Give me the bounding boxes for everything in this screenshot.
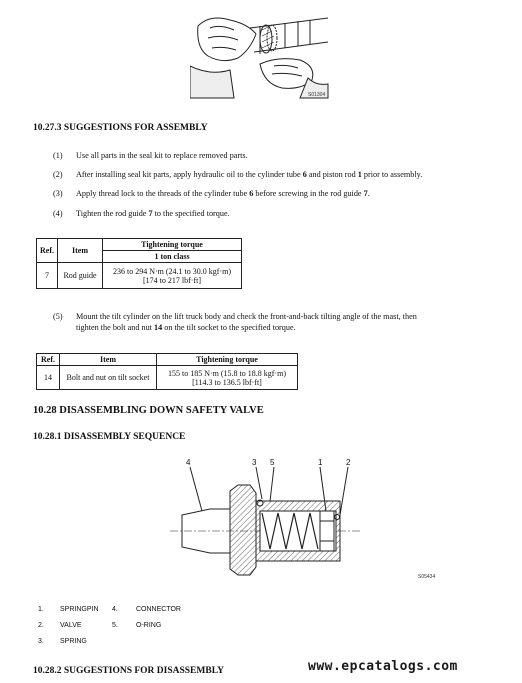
callout-5: 5 [270, 458, 275, 467]
step-number: (2) [53, 170, 63, 179]
step-text: Use all parts in the seal kit to replace removed parts. [76, 151, 248, 160]
valve-cross-section-figure [170, 455, 370, 585]
header-torque: Tightening torque [103, 239, 242, 251]
legend-label: CONNECTOR [136, 606, 181, 613]
section-heading-disassembly-sequence: 10.28.1 DISASSEMBLY SEQUENCE [33, 432, 186, 442]
legend-label: VALVE [60, 622, 82, 629]
step-1 [53, 151, 493, 163]
step-4 [53, 209, 493, 221]
step-number: (5) [53, 312, 63, 321]
legend-num: 3. [38, 638, 44, 645]
callout-3: 3 [252, 458, 257, 467]
valve-figure-id: S05434 [418, 574, 436, 580]
header-ref: Ref. [37, 354, 60, 366]
header-class: 1 ton class [103, 251, 242, 263]
legend-label: SPRING [60, 638, 87, 645]
torque-table-tilt-socket [36, 353, 298, 390]
legend-label: O-RING [136, 622, 162, 629]
step-text-line-1: Mount the tilt cylinder on the lift truck body and check the front-and-back tilting angle of the mast, then [76, 312, 417, 321]
legend-num: 5. [112, 622, 118, 629]
header-item: Item [60, 354, 157, 366]
figure-id: S01304 [308, 92, 326, 98]
cell-torque: 236 to 294 N·m (24.1 to 30.0 kgf·m) [174 to 217 lbf·ft] [103, 263, 242, 289]
section-heading-assembly: 10.27.3 SUGGESTIONS FOR ASSEMBLY [33, 123, 208, 133]
cell-ref: 7 [37, 263, 58, 289]
step-5 [53, 312, 503, 336]
step-3 [53, 189, 493, 201]
step-number: (1) [53, 151, 63, 160]
callout-2: 2 [346, 458, 351, 467]
step-text: Apply thread lock to the threads of the cylinder tube 6 before screwing in the rod guide 7. [76, 189, 370, 198]
torque-table-rod-guide [36, 238, 242, 289]
section-heading-suggestions-disassembly: 10.28.2 SUGGESTIONS FOR DISASSEMBLY [33, 666, 225, 676]
legend-num: 4. [112, 606, 118, 613]
header-torque: Tightening torque [157, 354, 298, 366]
step-text-line-2: tighten the bolt and nut 14 on the tilt socket to the specified torque. [76, 323, 296, 332]
cell-item: Rod guide [58, 263, 103, 289]
cell-torque: 155 to 185 N·m (15.8 to 18.8 kgf·m) [114.3 to 136.5 lbf·ft] [157, 366, 298, 390]
step-number: (4) [53, 209, 63, 218]
legend-num: 2. [38, 622, 44, 629]
header-ref: Ref. [37, 239, 58, 263]
cell-item: Bolt and nut on tilt socket [60, 366, 157, 390]
seal-installation-illustration [190, 6, 330, 100]
callout-4: 4 [186, 458, 191, 467]
callout-1: 1 [318, 458, 323, 467]
step-text: After installing seal kit parts, apply hydraulic oil to the cylinder tube 6 and piston rod 1 prior to assembly. [76, 170, 423, 179]
step-number: (3) [53, 189, 63, 198]
legend-label: SPRINGPIN [60, 606, 99, 613]
parts-legend [38, 606, 238, 656]
watermark: www.epcatalogs.com [308, 659, 458, 674]
header-item: Item [58, 239, 103, 263]
step-2 [53, 170, 493, 182]
step-text: Tighten the rod guide 7 to the specified torque. [76, 209, 230, 218]
section-heading-down-safety-valve: 10.28 DISASSEMBLING DOWN SAFETY VALVE [33, 405, 264, 416]
cell-ref: 14 [37, 366, 60, 390]
legend-num: 1. [38, 606, 44, 613]
